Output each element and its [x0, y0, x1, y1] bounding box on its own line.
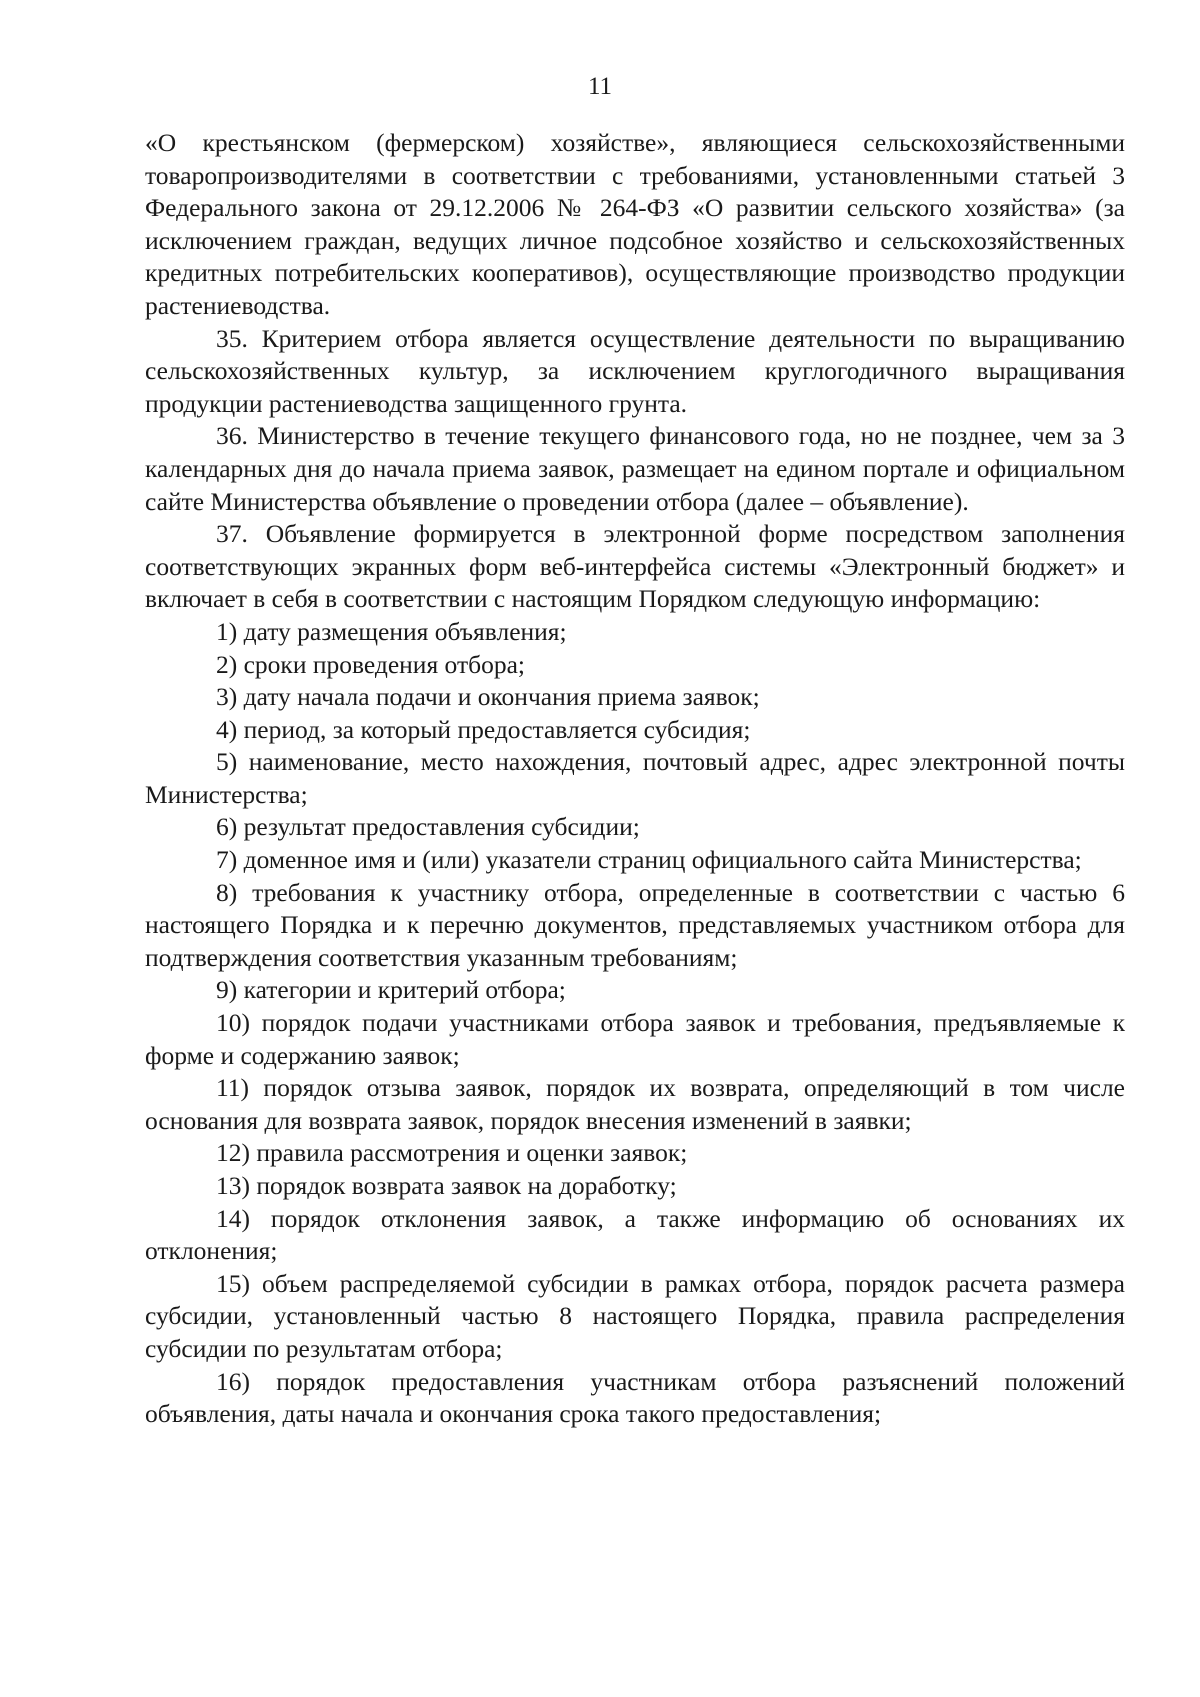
list-item-12: 12) правила рассмотрения и оценки заявок;: [216, 1138, 688, 1168]
paragraph-37: 37. Объявление формируется в электронной форме посредством заполнения соответствующих экранных форм веб-интерфейса системы «Электронный бюджет» и включает в себя в соответствии с настоящим Порядком следующую информацию:: [145, 519, 1125, 614]
list-item-4: 4) период, за который предоставляется субсидия;: [216, 714, 751, 744]
list-item-8: 8) требования к участнику отбора, определенные в соответствии с частью 6 настоящего Порядка и к перечню документов, представляемых участником отбора для подтверждения соответствия указанным требованиям;: [145, 877, 1125, 972]
list-item-3: 3) дату начала подачи и окончания приема заявок;: [216, 682, 760, 712]
list-item-15: 15) объем распределяемой субсидии в рамках отбора, порядок расчета размера субсидии, установленный частью 8 настоящего Порядка, правила распределения субсидии по результатам отбора;: [145, 1268, 1125, 1363]
list-item-9: 9) категории и критерий отбора;: [216, 975, 566, 1005]
list-item-7: 7) доменное имя и (или) указатели страниц официального сайта Министерства;: [216, 845, 1082, 875]
list-item-14: 14) порядок отклонения заявок, а также информацию об основаниях их отклонения;: [145, 1203, 1125, 1266]
document-body: [145, 127, 1125, 1431]
list-item-10: 10) порядок подачи участниками отбора заявок и требования, предъявляемые к форме и содержанию заявок;: [145, 1008, 1125, 1070]
list-item-16: 16) порядок предоставления участникам отбора разъяснений положений объявления, даты начала и окончания срока такого предоставления;: [145, 1366, 1125, 1429]
list-item-11: 11) порядок отзыва заявок, порядок их возврата, определяющий в том числе основания для возврата заявок, порядок внесения изменений в заявки;: [145, 1073, 1125, 1135]
paragraph-intro: «О крестьянском (фермерском) хозяйстве», являющиеся сельскохозяйственными товаропроизводителями в соответствии с требованиями, установленными статьей 3 Федерального закона от 29.12.2006 № 264-ФЗ «О развитии сельского хозяйства» (за исключением граждан, ведущих личное подсобное хозяйство и сельскохозяйственных кредитных потребительских кооперативов), осуществляющие производство продукции растениеводства.: [145, 128, 1125, 320]
paragraph-35: 35. Критерием отбора является осуществление деятельности по выращиванию сельскохозяйственных культур, за исключением круглогодичного выращивания продукции растениеводства защищенного грунта.: [145, 323, 1125, 418]
list-item-2: 2) сроки проведения отбора;: [216, 649, 525, 679]
list-item-6: 6) результат предоставления субсидии;: [216, 812, 640, 842]
list-item-1: 1) дату размещения объявления;: [216, 616, 567, 646]
page-number: 11: [587, 73, 613, 100]
list-item-5: 5) наименование, место нахождения, почтовый адрес, адрес электронной почты Министерства;: [145, 747, 1125, 809]
paragraph-36: 36. Министерство в течение текущего финансового года, но не позднее, чем за 3 календарных дня до начала приема заявок, размещает на едином портале и официальном сайте Министерства объявление о проведении отбора (далее – объявление).: [145, 421, 1125, 516]
list-item-13: 13) порядок возврата заявок на доработку;: [216, 1171, 677, 1200]
